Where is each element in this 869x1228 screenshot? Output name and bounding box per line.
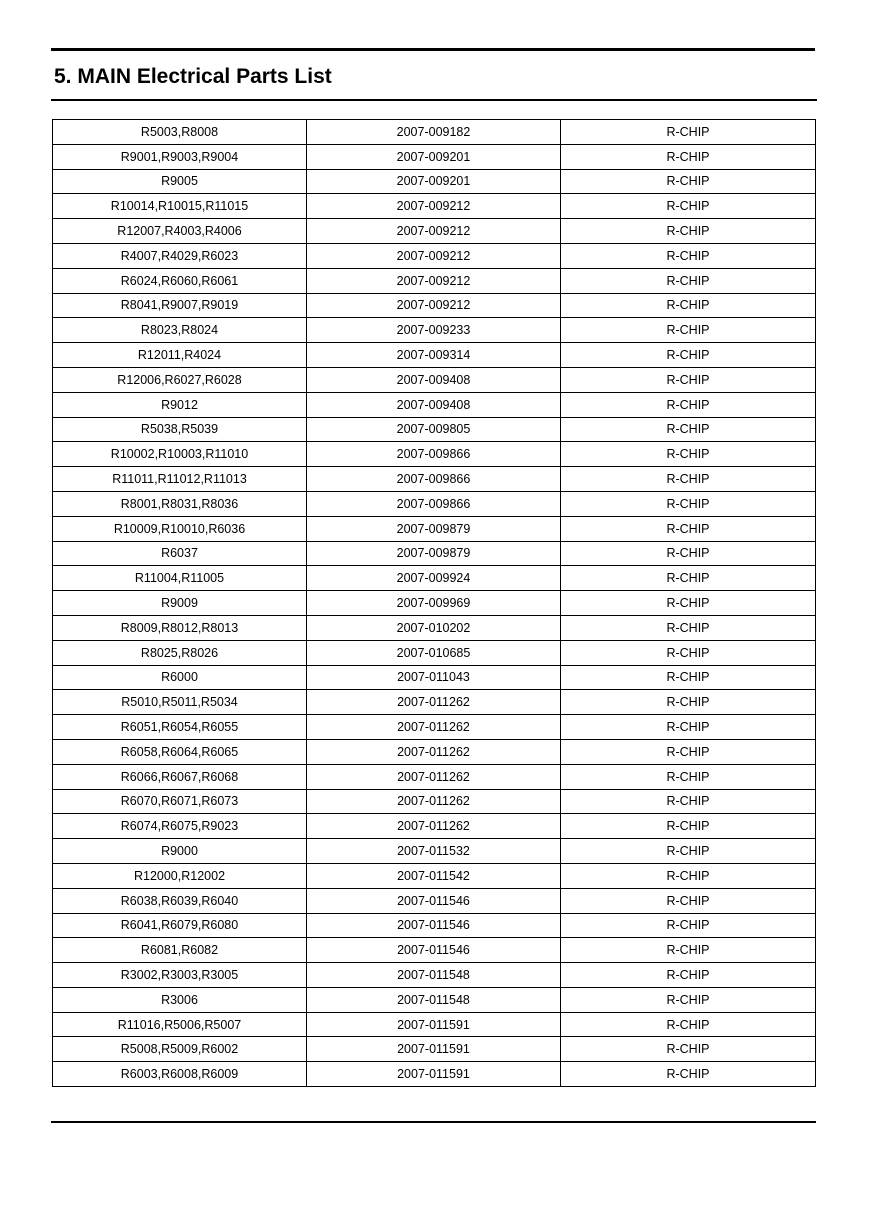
- part-number-cell: 2007-011043: [307, 665, 561, 690]
- table-row: [53, 219, 816, 244]
- description-cell: R-CHIP: [561, 219, 816, 244]
- part-number-cell: 2007-009969: [307, 591, 561, 616]
- location-cell: R6003,R6008,R6009: [53, 1062, 307, 1087]
- location-cell: R6041,R6079,R6080: [53, 913, 307, 938]
- table-row: [53, 467, 816, 492]
- description-cell: R-CHIP: [561, 987, 816, 1012]
- description-cell: R-CHIP: [561, 739, 816, 764]
- top-rule: [51, 48, 815, 51]
- location-cell: R6038,R6039,R6040: [53, 888, 307, 913]
- part-number-cell: 2007-009866: [307, 442, 561, 467]
- description-cell: R-CHIP: [561, 417, 816, 442]
- part-number-cell: 2007-010202: [307, 615, 561, 640]
- table-row: [53, 194, 816, 219]
- description-cell: R-CHIP: [561, 268, 816, 293]
- table-row: [53, 839, 816, 864]
- description-cell: R-CHIP: [561, 343, 816, 368]
- part-number-cell: 2007-011262: [307, 715, 561, 740]
- description-cell: R-CHIP: [561, 764, 816, 789]
- location-cell: R5008,R5009,R6002: [53, 1037, 307, 1062]
- description-cell: R-CHIP: [561, 243, 816, 268]
- location-cell: R5038,R5039: [53, 417, 307, 442]
- part-number-cell: 2007-009879: [307, 541, 561, 566]
- description-cell: R-CHIP: [561, 541, 816, 566]
- part-number-cell: 2007-011591: [307, 1062, 561, 1087]
- location-cell: R11011,R11012,R11013: [53, 467, 307, 492]
- location-cell: R3006: [53, 987, 307, 1012]
- location-cell: R11016,R5006,R5007: [53, 1012, 307, 1037]
- description-cell: R-CHIP: [561, 318, 816, 343]
- description-cell: R-CHIP: [561, 367, 816, 392]
- location-cell: R6051,R6054,R6055: [53, 715, 307, 740]
- location-cell: R12000,R12002: [53, 863, 307, 888]
- part-number-cell: 2007-011548: [307, 963, 561, 988]
- location-cell: R5003,R8008: [53, 120, 307, 145]
- table-row: [53, 690, 816, 715]
- part-number-cell: 2007-009201: [307, 169, 561, 194]
- description-cell: R-CHIP: [561, 591, 816, 616]
- location-cell: R8009,R8012,R8013: [53, 615, 307, 640]
- table-row: [53, 293, 816, 318]
- table-row: [53, 318, 816, 343]
- part-number-cell: 2007-009212: [307, 243, 561, 268]
- title-underline-rule: [51, 99, 817, 101]
- description-cell: R-CHIP: [561, 1062, 816, 1087]
- part-number-cell: 2007-009212: [307, 268, 561, 293]
- table-row: [53, 1012, 816, 1037]
- location-cell: R8041,R9007,R9019: [53, 293, 307, 318]
- description-cell: R-CHIP: [561, 1012, 816, 1037]
- description-cell: R-CHIP: [561, 293, 816, 318]
- location-cell: R10014,R10015,R11015: [53, 194, 307, 219]
- table-row: [53, 665, 816, 690]
- table-row: [53, 739, 816, 764]
- part-number-cell: 2007-009924: [307, 566, 561, 591]
- location-cell: R11004,R11005: [53, 566, 307, 591]
- description-cell: R-CHIP: [561, 516, 816, 541]
- part-number-cell: 2007-009212: [307, 194, 561, 219]
- description-cell: R-CHIP: [561, 789, 816, 814]
- table-row: [53, 367, 816, 392]
- description-cell: R-CHIP: [561, 863, 816, 888]
- bottom-rule: [51, 1121, 816, 1123]
- table-row: [53, 268, 816, 293]
- part-number-cell: 2007-011542: [307, 863, 561, 888]
- part-number-cell: 2007-009233: [307, 318, 561, 343]
- part-number-cell: 2007-011262: [307, 789, 561, 814]
- location-cell: R9012: [53, 392, 307, 417]
- parts-table: [52, 119, 816, 1087]
- part-number-cell: 2007-009408: [307, 367, 561, 392]
- description-cell: R-CHIP: [561, 566, 816, 591]
- table-row: [53, 120, 816, 145]
- part-number-cell: 2007-009408: [307, 392, 561, 417]
- location-cell: R5010,R5011,R5034: [53, 690, 307, 715]
- table-row: [53, 814, 816, 839]
- description-cell: R-CHIP: [561, 120, 816, 145]
- location-cell: R6070,R6071,R6073: [53, 789, 307, 814]
- part-number-cell: 2007-009879: [307, 516, 561, 541]
- description-cell: R-CHIP: [561, 690, 816, 715]
- part-number-cell: 2007-009805: [307, 417, 561, 442]
- parts-table-body: [53, 120, 816, 1087]
- location-cell: R12006,R6027,R6028: [53, 367, 307, 392]
- location-cell: R9000: [53, 839, 307, 864]
- location-cell: R9009: [53, 591, 307, 616]
- location-cell: R3002,R3003,R3005: [53, 963, 307, 988]
- location-cell: R8023,R8024: [53, 318, 307, 343]
- description-cell: R-CHIP: [561, 665, 816, 690]
- location-cell: R12011,R4024: [53, 343, 307, 368]
- description-cell: R-CHIP: [561, 814, 816, 839]
- table-row: [53, 987, 816, 1012]
- table-row: [53, 566, 816, 591]
- page-title: 5. MAIN Electrical Parts List: [54, 65, 332, 88]
- table-row: [53, 541, 816, 566]
- part-number-cell: 2007-009212: [307, 219, 561, 244]
- description-cell: R-CHIP: [561, 839, 816, 864]
- table-row: [53, 888, 816, 913]
- table-row: [53, 243, 816, 268]
- location-cell: R9005: [53, 169, 307, 194]
- part-number-cell: 2007-009201: [307, 144, 561, 169]
- location-cell: R10009,R10010,R6036: [53, 516, 307, 541]
- table-row: [53, 343, 816, 368]
- description-cell: R-CHIP: [561, 442, 816, 467]
- table-row: [53, 417, 816, 442]
- table-row: [53, 938, 816, 963]
- table-row: [53, 1037, 816, 1062]
- part-number-cell: 2007-010685: [307, 640, 561, 665]
- table-row: [53, 516, 816, 541]
- description-cell: R-CHIP: [561, 615, 816, 640]
- table-row: [53, 789, 816, 814]
- part-number-cell: 2007-011591: [307, 1037, 561, 1062]
- part-number-cell: 2007-009182: [307, 120, 561, 145]
- part-number-cell: 2007-011262: [307, 764, 561, 789]
- location-cell: R6000: [53, 665, 307, 690]
- location-cell: R8001,R8031,R8036: [53, 491, 307, 516]
- description-cell: R-CHIP: [561, 144, 816, 169]
- description-cell: R-CHIP: [561, 715, 816, 740]
- part-number-cell: 2007-011262: [307, 690, 561, 715]
- location-cell: R9001,R9003,R9004: [53, 144, 307, 169]
- table-row: [53, 863, 816, 888]
- description-cell: R-CHIP: [561, 1037, 816, 1062]
- location-cell: R12007,R4003,R4006: [53, 219, 307, 244]
- part-number-cell: 2007-011548: [307, 987, 561, 1012]
- part-number-cell: 2007-009866: [307, 491, 561, 516]
- description-cell: R-CHIP: [561, 913, 816, 938]
- table-row: [53, 1062, 816, 1087]
- table-row: [53, 615, 816, 640]
- table-row: [53, 963, 816, 988]
- description-cell: R-CHIP: [561, 963, 816, 988]
- table-row: [53, 764, 816, 789]
- table-row: [53, 144, 816, 169]
- table-row: [53, 392, 816, 417]
- description-cell: R-CHIP: [561, 194, 816, 219]
- description-cell: R-CHIP: [561, 888, 816, 913]
- part-number-cell: 2007-011546: [307, 913, 561, 938]
- table-row: [53, 591, 816, 616]
- part-number-cell: 2007-011546: [307, 938, 561, 963]
- location-cell: R8025,R8026: [53, 640, 307, 665]
- description-cell: R-CHIP: [561, 392, 816, 417]
- part-number-cell: 2007-009314: [307, 343, 561, 368]
- part-number-cell: 2007-011532: [307, 839, 561, 864]
- location-cell: R6066,R6067,R6068: [53, 764, 307, 789]
- description-cell: R-CHIP: [561, 640, 816, 665]
- part-number-cell: 2007-009212: [307, 293, 561, 318]
- table-row: [53, 442, 816, 467]
- location-cell: R6024,R6060,R6061: [53, 268, 307, 293]
- description-cell: R-CHIP: [561, 491, 816, 516]
- description-cell: R-CHIP: [561, 467, 816, 492]
- location-cell: R6037: [53, 541, 307, 566]
- part-number-cell: 2007-011262: [307, 814, 561, 839]
- table-row: [53, 640, 816, 665]
- part-number-cell: 2007-011546: [307, 888, 561, 913]
- location-cell: R6058,R6064,R6065: [53, 739, 307, 764]
- part-number-cell: 2007-011262: [307, 739, 561, 764]
- part-number-cell: 2007-009866: [307, 467, 561, 492]
- description-cell: R-CHIP: [561, 169, 816, 194]
- table-row: [53, 491, 816, 516]
- table-row: [53, 913, 816, 938]
- location-cell: R6074,R6075,R9023: [53, 814, 307, 839]
- description-cell: R-CHIP: [561, 938, 816, 963]
- location-cell: R10002,R10003,R11010: [53, 442, 307, 467]
- part-number-cell: 2007-011591: [307, 1012, 561, 1037]
- location-cell: R4007,R4029,R6023: [53, 243, 307, 268]
- table-row: [53, 169, 816, 194]
- table-row: [53, 715, 816, 740]
- location-cell: R6081,R6082: [53, 938, 307, 963]
